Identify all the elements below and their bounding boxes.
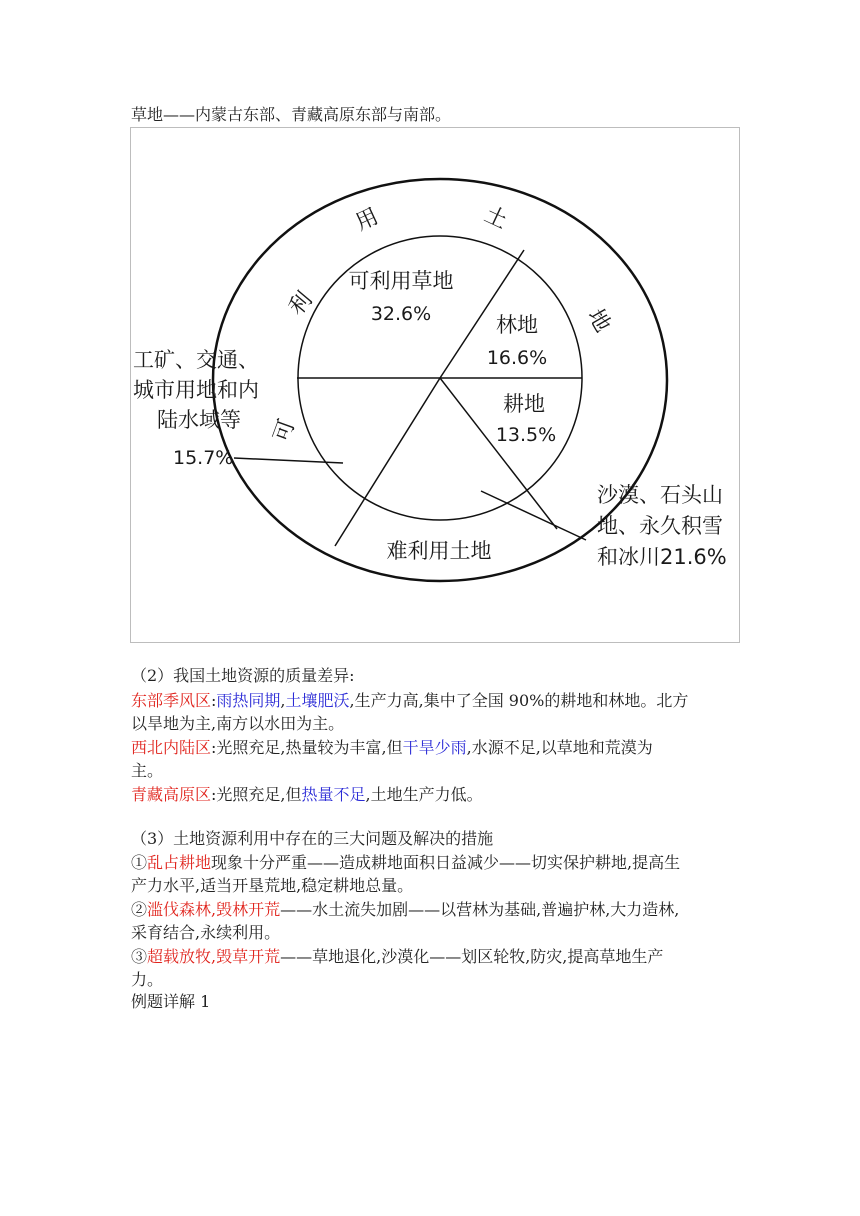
problem-3-line-2: 力。 [131, 970, 164, 989]
segment-cropland-value: 13.5% [495, 424, 557, 446]
problem-1-rest: 现象十分严重——造成耕地面积日益减少——切实保护耕地,提高生 [211, 853, 681, 872]
east-region-name: 东部季风区 [131, 691, 212, 710]
left-label-line-2: 城市用地和内 [133, 378, 259, 402]
leader-left [234, 458, 343, 463]
east-region-line-2: 以旱地为主,南方以水田为主。 [131, 714, 345, 733]
east-comma: , [280, 691, 286, 710]
ring-char-5: 地 [582, 304, 615, 337]
problem-2-line-2: 采育结合,永续利用。 [131, 923, 281, 942]
segment-grassland-value: 32.6% [370, 303, 432, 325]
right-label-line-2: 地、永久积雪 [597, 514, 723, 538]
right-label-line-3: 和冰川21.6% [597, 545, 727, 569]
tibet-pre: :光照充足,但 [211, 785, 302, 804]
right-label-line-1: 沙漠、石头山 [597, 483, 723, 507]
tibet-rest: ,土地生产力低。 [365, 785, 483, 804]
ring-char-4: 土 [480, 202, 512, 235]
problem-2-rest: ——水土流失加剧——以营林为基础,普遍护林,大力造林, [280, 900, 680, 919]
divider-other-hard [335, 378, 440, 546]
problem-1-title: 乱占耕地 [147, 853, 212, 872]
problem-3-title: 超载放牧,毁草开荒 [147, 947, 281, 966]
land-use-diagram-svg [131, 128, 741, 644]
east-colon: : [211, 691, 217, 710]
problem-1-line-2: 产力水平,适当开垦荒地,稳定耕地总量。 [131, 876, 414, 895]
northwest-region-line-1 [131, 737, 653, 759]
problem-1-line-1 [131, 852, 680, 874]
left-label-line-1: 工矿、交通、 [133, 348, 259, 372]
east-region-line-1 [131, 690, 688, 712]
ring-char-2: 利 [284, 287, 318, 321]
ring-char-3: 用 [351, 204, 383, 237]
intro-text: 草地——内蒙古东部、青藏高原东部与南部。 [131, 105, 452, 124]
northwest-pre: :光照充足,热量较为丰富,但 [211, 738, 403, 757]
problem-1-num: ① [131, 853, 148, 872]
segment-forest-value: 16.6% [486, 347, 548, 369]
segment-cropland-label: 耕地 [503, 392, 545, 416]
left-label-value: 15.7% [173, 447, 234, 469]
problem-2-title: 滥伐森林,毁林开荒 [147, 900, 281, 919]
east-highlight-2: 土壤肥沃 [285, 691, 350, 710]
segment-grassland-label: 可利用草地 [348, 269, 454, 293]
problem-3-rest: ——草地退化,沙漠化——划区轮牧,防灾,提高草地生产 [280, 947, 664, 966]
northwest-region-line-2: 主。 [131, 761, 164, 780]
northwest-rest: ,水源不足,以草地和荒漠为 [466, 738, 653, 757]
northwest-highlight: 干旱少雨 [402, 738, 467, 757]
tibet-highlight: 热量不足 [301, 785, 366, 804]
tibet-region-line [131, 784, 483, 806]
problem-3-num: ③ [131, 947, 148, 966]
northwest-region-name: 西北内陆区 [131, 738, 212, 757]
section3-heading: （3）土地资源利用中存在的三大问题及解决的措施 [131, 829, 494, 848]
east-rest: ,生产力高,集中了全国 90%的耕地和林地。北方 [349, 691, 689, 710]
bottom-ring-label: 难利用土地 [386, 539, 492, 563]
segment-forest-label: 林地 [496, 313, 538, 337]
section2-heading: （2）我国土地资源的质量差异: [131, 666, 355, 685]
footer-example: 例题详解 1 [131, 992, 211, 1011]
land-use-diagram [130, 127, 740, 643]
east-highlight-1: 雨热同期 [216, 691, 281, 710]
problem-2-num: ② [131, 900, 148, 919]
problem-2-line-1 [131, 899, 679, 921]
tibet-region-name: 青藏高原区 [131, 785, 212, 804]
ring-char-1: 可 [269, 416, 301, 446]
problem-3-line-1 [131, 946, 663, 968]
left-label-line-3: 陆水域等 [157, 408, 241, 432]
